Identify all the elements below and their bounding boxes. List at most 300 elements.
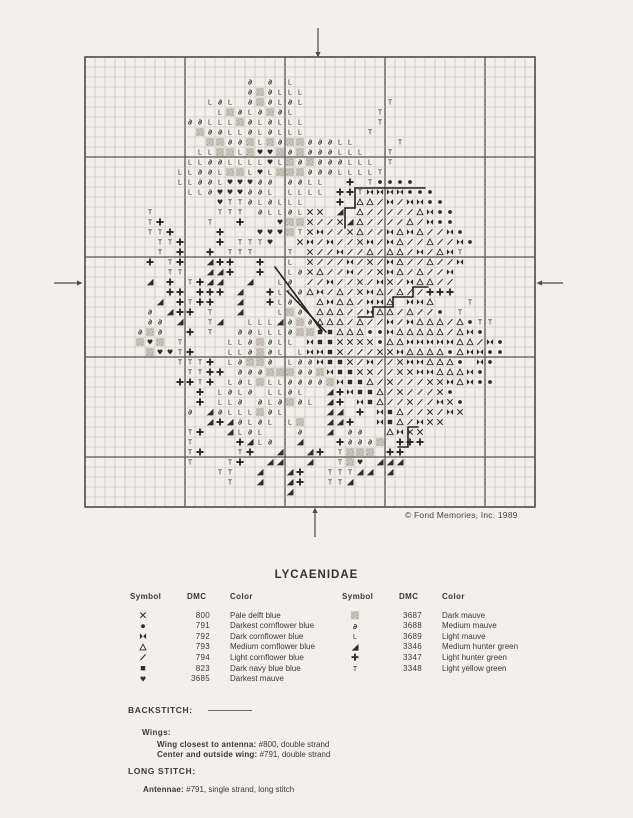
legend-dmc-number: 3685 bbox=[191, 674, 210, 684]
legend-color-name: Pale delft blue bbox=[230, 610, 281, 620]
legend-row bbox=[130, 610, 360, 621]
legend-row bbox=[342, 642, 572, 653]
legend-dmc-number: 791 bbox=[195, 621, 210, 631]
svg-text:∂: ∂ bbox=[267, 117, 273, 127]
svg-text:L: L bbox=[228, 119, 232, 127]
svg-text:L: L bbox=[278, 209, 282, 217]
svg-text:T: T bbox=[337, 479, 343, 487]
svg-text:T: T bbox=[457, 309, 463, 317]
legend-header-color: Color bbox=[442, 592, 465, 601]
legend-symbol-icon bbox=[346, 621, 364, 632]
stitch-symbols bbox=[136, 78, 502, 496]
svg-text:L: L bbox=[348, 169, 352, 177]
svg-text:∂: ∂ bbox=[197, 167, 203, 177]
svg-text:L: L bbox=[258, 439, 262, 447]
legend-dmc-number: 3688 bbox=[403, 621, 422, 631]
legend-header-symbol: Symbol bbox=[130, 592, 162, 601]
svg-text:L: L bbox=[218, 119, 222, 127]
svg-text:L: L bbox=[248, 409, 252, 417]
legend-symbol-icon bbox=[134, 621, 152, 632]
svg-text:T: T bbox=[352, 665, 358, 673]
svg-text:T: T bbox=[177, 359, 183, 367]
svg-text:∂: ∂ bbox=[277, 397, 283, 407]
legend-symbol-icon bbox=[134, 631, 152, 642]
svg-text:L: L bbox=[228, 409, 232, 417]
svg-text:L: L bbox=[258, 139, 262, 147]
legend-header-row bbox=[130, 592, 360, 602]
svg-text:L: L bbox=[188, 169, 192, 177]
svg-text:L: L bbox=[208, 119, 212, 127]
svg-text:L: L bbox=[228, 379, 232, 387]
svg-text:♥: ♥ bbox=[226, 188, 234, 197]
legend-row bbox=[130, 621, 360, 632]
svg-text:L: L bbox=[358, 149, 362, 157]
svg-text:L: L bbox=[248, 379, 252, 387]
svg-text:L: L bbox=[218, 179, 222, 187]
svg-text:∂: ∂ bbox=[297, 367, 303, 377]
svg-text:L: L bbox=[288, 109, 292, 117]
svg-text:∂: ∂ bbox=[307, 377, 313, 387]
svg-text:L: L bbox=[188, 189, 192, 197]
svg-text:∂: ∂ bbox=[267, 407, 273, 417]
svg-text:∂: ∂ bbox=[237, 107, 243, 117]
svg-text:T: T bbox=[227, 209, 233, 217]
svg-text:T: T bbox=[337, 449, 343, 457]
svg-text:♥: ♥ bbox=[216, 198, 224, 207]
svg-text:T: T bbox=[207, 329, 213, 337]
svg-text:L: L bbox=[288, 129, 292, 137]
svg-text:T: T bbox=[147, 229, 153, 237]
svg-text:∂: ∂ bbox=[237, 417, 243, 427]
svg-text:∂: ∂ bbox=[317, 147, 323, 157]
svg-text:T: T bbox=[187, 359, 193, 367]
svg-text:T: T bbox=[177, 339, 183, 347]
svg-text:∂: ∂ bbox=[287, 387, 293, 397]
svg-text:∂: ∂ bbox=[297, 177, 303, 187]
svg-text:L: L bbox=[278, 309, 282, 317]
svg-text:∂: ∂ bbox=[327, 157, 333, 167]
legend-symbol-icon bbox=[134, 674, 152, 685]
legend-color-name: Dark navy blue blue bbox=[230, 663, 301, 673]
svg-text:∂: ∂ bbox=[307, 357, 313, 367]
legend-dmc-number: 823 bbox=[195, 663, 210, 673]
svg-text:∂: ∂ bbox=[347, 437, 353, 447]
instruction-value: #791, double strand bbox=[257, 750, 331, 759]
legend-dmc-number: 3348 bbox=[403, 663, 422, 673]
svg-text:T: T bbox=[227, 479, 233, 487]
backstitch-instruction bbox=[157, 740, 329, 749]
legend-row bbox=[130, 663, 360, 674]
svg-text:L: L bbox=[238, 129, 242, 137]
svg-text:T: T bbox=[337, 459, 343, 467]
legend-dmc-number: 794 bbox=[195, 652, 210, 662]
svg-text:♥: ♥ bbox=[256, 168, 264, 177]
svg-text:T: T bbox=[377, 109, 383, 117]
svg-text:T: T bbox=[337, 469, 343, 477]
svg-text:L: L bbox=[278, 379, 282, 387]
svg-text:∂: ∂ bbox=[317, 157, 323, 167]
svg-text:L: L bbox=[268, 319, 272, 327]
svg-text:∂: ∂ bbox=[247, 367, 253, 377]
legend-header-dmc: DMC bbox=[399, 592, 419, 601]
svg-text:∂: ∂ bbox=[247, 197, 253, 207]
svg-text:∂: ∂ bbox=[287, 317, 293, 327]
svg-text:T: T bbox=[167, 239, 173, 247]
svg-text:∂: ∂ bbox=[277, 137, 283, 147]
svg-text:L: L bbox=[278, 389, 282, 397]
svg-text:∂: ∂ bbox=[297, 287, 303, 297]
svg-text:♥: ♥ bbox=[266, 148, 274, 157]
svg-text:T: T bbox=[227, 249, 233, 257]
svg-text:L: L bbox=[278, 99, 282, 107]
svg-text:♥: ♥ bbox=[276, 218, 284, 227]
svg-text:L: L bbox=[188, 179, 192, 187]
svg-text:∂: ∂ bbox=[317, 167, 323, 177]
svg-text:∂: ∂ bbox=[257, 177, 263, 187]
svg-text:∂: ∂ bbox=[257, 207, 263, 217]
svg-text:∂: ∂ bbox=[297, 307, 303, 317]
svg-text:∂: ∂ bbox=[287, 327, 293, 337]
legend-row bbox=[342, 631, 572, 642]
legend-symbol-icon bbox=[346, 610, 364, 621]
svg-text:∂: ∂ bbox=[267, 127, 273, 137]
svg-text:∂: ∂ bbox=[217, 157, 223, 167]
svg-text:∂: ∂ bbox=[337, 157, 343, 167]
svg-text:T: T bbox=[167, 269, 173, 277]
svg-text:T: T bbox=[157, 229, 163, 237]
svg-text:∂: ∂ bbox=[297, 157, 303, 167]
svg-text:L: L bbox=[288, 89, 292, 97]
svg-text:T: T bbox=[237, 239, 243, 247]
instruction-label: Antennae: bbox=[143, 785, 184, 794]
pattern-title: LYCAENIDAE bbox=[274, 569, 359, 581]
svg-text:L: L bbox=[228, 349, 232, 357]
svg-text:T: T bbox=[187, 299, 193, 307]
svg-text:∂: ∂ bbox=[157, 327, 163, 337]
legend-row bbox=[342, 663, 572, 674]
svg-text:L: L bbox=[238, 349, 242, 357]
svg-text:T: T bbox=[397, 139, 403, 147]
svg-text:∂: ∂ bbox=[237, 377, 243, 387]
legend-row bbox=[342, 621, 572, 632]
svg-text:∂: ∂ bbox=[267, 97, 273, 107]
center-arrow-bottom bbox=[312, 508, 317, 538]
svg-text:∂: ∂ bbox=[307, 167, 313, 177]
svg-text:L: L bbox=[268, 379, 272, 387]
svg-text:T: T bbox=[177, 349, 183, 357]
backstitch-instruction bbox=[157, 750, 330, 759]
center-marker-arrows bbox=[54, 28, 563, 537]
wings-label: Wings: bbox=[142, 728, 171, 737]
legend-color-name: Light cornflower blue bbox=[230, 652, 304, 662]
svg-text:∂: ∂ bbox=[297, 357, 303, 367]
legend-symbol-icon bbox=[134, 610, 152, 621]
copyright-text: © Fond Memories, Inc. 1989 bbox=[405, 510, 518, 520]
svg-text:L: L bbox=[268, 329, 272, 337]
svg-text:♥: ♥ bbox=[236, 188, 244, 197]
svg-text:L: L bbox=[258, 119, 262, 127]
svg-text:T: T bbox=[247, 239, 253, 247]
svg-text:L: L bbox=[368, 169, 372, 177]
svg-text:L: L bbox=[298, 209, 302, 217]
legend-header-color: Color bbox=[230, 592, 253, 601]
svg-text:L: L bbox=[268, 169, 272, 177]
svg-text:T: T bbox=[387, 149, 393, 157]
svg-text:∂: ∂ bbox=[267, 87, 273, 97]
svg-text:∂: ∂ bbox=[307, 137, 313, 147]
legend-color-name: Darkest cornflower blue bbox=[230, 621, 315, 631]
legend-color-name: Medium mauve bbox=[442, 621, 497, 631]
instruction-value: #800, double strand bbox=[256, 740, 330, 749]
svg-text:T: T bbox=[287, 249, 293, 257]
svg-text:L: L bbox=[228, 359, 232, 367]
svg-text:∂: ∂ bbox=[257, 107, 263, 117]
legend-dmc-number: 3689 bbox=[403, 631, 422, 641]
svg-text:∂: ∂ bbox=[247, 127, 253, 137]
backstitch-heading bbox=[128, 705, 252, 715]
svg-text:∂: ∂ bbox=[207, 127, 213, 137]
svg-text:L: L bbox=[278, 279, 282, 287]
svg-text:∂: ∂ bbox=[317, 377, 323, 387]
svg-text:L: L bbox=[268, 209, 272, 217]
svg-text:L: L bbox=[248, 159, 252, 167]
svg-text:T: T bbox=[207, 309, 213, 317]
long-stitch-instruction bbox=[143, 785, 294, 794]
svg-text:T: T bbox=[187, 369, 193, 377]
svg-text:L: L bbox=[278, 349, 282, 357]
svg-text:∂: ∂ bbox=[257, 367, 263, 377]
svg-text:L: L bbox=[178, 169, 182, 177]
svg-text:T: T bbox=[477, 319, 483, 327]
center-arrow-right bbox=[537, 280, 564, 285]
svg-text:∂: ∂ bbox=[247, 187, 253, 197]
svg-text:L: L bbox=[288, 189, 292, 197]
svg-text:∂: ∂ bbox=[247, 387, 253, 397]
svg-text:L: L bbox=[298, 99, 302, 107]
svg-text:T: T bbox=[177, 269, 183, 277]
svg-text:L: L bbox=[288, 259, 292, 267]
svg-text:L: L bbox=[298, 89, 302, 97]
svg-text:♥: ♥ bbox=[146, 338, 154, 347]
legend-dmc-number: 800 bbox=[195, 610, 210, 620]
legend-row bbox=[342, 652, 572, 663]
svg-text:L: L bbox=[228, 399, 232, 407]
legend-color-name: Medium hunter green bbox=[442, 642, 519, 652]
svg-text:∂: ∂ bbox=[217, 97, 223, 107]
svg-text:L: L bbox=[298, 189, 302, 197]
svg-text:L: L bbox=[238, 429, 242, 437]
svg-text:∂: ∂ bbox=[237, 137, 243, 147]
svg-text:∂: ∂ bbox=[237, 367, 243, 377]
svg-text:♥: ♥ bbox=[256, 148, 264, 157]
svg-text:T: T bbox=[197, 359, 203, 367]
svg-text:♥: ♥ bbox=[236, 178, 244, 187]
svg-text:L: L bbox=[288, 119, 292, 127]
svg-text:L: L bbox=[288, 359, 292, 367]
svg-text:L: L bbox=[358, 159, 362, 167]
svg-text:∂: ∂ bbox=[227, 387, 233, 397]
svg-text:∂: ∂ bbox=[197, 177, 203, 187]
svg-text:L: L bbox=[278, 329, 282, 337]
svg-text:∂: ∂ bbox=[297, 427, 303, 437]
svg-text:L: L bbox=[198, 159, 202, 167]
svg-text:∂: ∂ bbox=[257, 187, 263, 197]
svg-text:∂: ∂ bbox=[207, 167, 213, 177]
svg-text:♥: ♥ bbox=[266, 228, 274, 237]
svg-text:T: T bbox=[377, 119, 383, 127]
svg-text:∂: ∂ bbox=[147, 317, 153, 327]
legend-symbol-icon bbox=[346, 631, 364, 642]
svg-text:∂: ∂ bbox=[267, 347, 273, 357]
svg-text:∂: ∂ bbox=[307, 367, 313, 377]
svg-text:L: L bbox=[228, 159, 232, 167]
svg-text:L: L bbox=[228, 339, 232, 347]
svg-text:T: T bbox=[237, 449, 243, 457]
color-key-left-column bbox=[130, 592, 360, 692]
legend-row bbox=[130, 652, 360, 663]
svg-text:T: T bbox=[217, 209, 223, 217]
svg-text:T: T bbox=[467, 299, 473, 307]
legend-row bbox=[130, 631, 360, 642]
legend-color-name: Darkest mauve bbox=[230, 674, 284, 684]
svg-text:∂: ∂ bbox=[307, 317, 313, 327]
svg-text:L: L bbox=[218, 389, 222, 397]
svg-text:L: L bbox=[218, 109, 222, 117]
legend-dmc-number: 792 bbox=[195, 631, 210, 641]
svg-text:L: L bbox=[208, 149, 212, 157]
svg-text:∂: ∂ bbox=[237, 327, 243, 337]
svg-text:T: T bbox=[227, 469, 233, 477]
svg-text:∂: ∂ bbox=[267, 437, 273, 447]
svg-text:♥: ♥ bbox=[266, 158, 274, 167]
svg-text:L: L bbox=[308, 179, 312, 187]
color-key-right-column bbox=[342, 592, 572, 692]
svg-text:L: L bbox=[278, 89, 282, 97]
svg-text:L: L bbox=[298, 299, 302, 307]
svg-text:L: L bbox=[348, 159, 352, 167]
legend-dmc-number: 3346 bbox=[403, 642, 422, 652]
svg-text:T: T bbox=[297, 229, 303, 237]
svg-text:∂: ∂ bbox=[287, 147, 293, 157]
svg-text:♥: ♥ bbox=[166, 348, 174, 357]
svg-text:∂: ∂ bbox=[257, 417, 263, 427]
svg-text:♥: ♥ bbox=[356, 458, 364, 467]
center-arrow-top bbox=[315, 28, 320, 58]
legend-row bbox=[342, 610, 572, 621]
svg-text:∂: ∂ bbox=[267, 357, 273, 367]
svg-text:L: L bbox=[198, 189, 202, 197]
svg-text:T: T bbox=[247, 249, 253, 257]
long-stitch-heading: LONG STITCH: bbox=[128, 766, 196, 776]
svg-text:L: L bbox=[218, 399, 222, 407]
svg-text:L: L bbox=[238, 339, 242, 347]
svg-text:T: T bbox=[187, 459, 193, 467]
svg-text:∂: ∂ bbox=[287, 377, 293, 387]
svg-text:L: L bbox=[268, 399, 272, 407]
legend-header-symbol: Symbol bbox=[342, 592, 374, 601]
svg-text:L: L bbox=[338, 169, 342, 177]
svg-text:∂: ∂ bbox=[247, 427, 253, 437]
svg-text:L: L bbox=[278, 129, 282, 137]
svg-text:L: L bbox=[278, 199, 282, 207]
svg-text:L: L bbox=[298, 199, 302, 207]
svg-text:∂: ∂ bbox=[137, 327, 143, 337]
svg-text:∂: ∂ bbox=[327, 167, 333, 177]
svg-text:T: T bbox=[197, 369, 203, 377]
svg-text:T: T bbox=[227, 459, 233, 467]
svg-text:∂: ∂ bbox=[287, 177, 293, 187]
svg-text:∂: ∂ bbox=[237, 357, 243, 367]
legend-color-name: Medium cornflower blue bbox=[230, 642, 315, 652]
svg-text:L: L bbox=[178, 179, 182, 187]
svg-text:L: L bbox=[258, 199, 262, 207]
svg-text:L: L bbox=[358, 169, 362, 177]
svg-text:T: T bbox=[207, 319, 213, 327]
svg-text:L: L bbox=[288, 289, 292, 297]
svg-text:T: T bbox=[187, 449, 193, 457]
svg-text:T: T bbox=[147, 209, 153, 217]
legend-symbol-icon bbox=[134, 652, 152, 663]
svg-text:T: T bbox=[157, 239, 163, 247]
svg-text:T: T bbox=[357, 189, 363, 197]
legend-dmc-number: 3347 bbox=[403, 652, 422, 662]
svg-text:L: L bbox=[318, 179, 322, 187]
svg-text:T: T bbox=[207, 219, 213, 227]
svg-text:L: L bbox=[258, 429, 262, 437]
svg-text:∂: ∂ bbox=[247, 337, 253, 347]
svg-text:∂: ∂ bbox=[247, 117, 253, 127]
svg-text:L: L bbox=[288, 199, 292, 207]
svg-text:♥: ♥ bbox=[256, 228, 264, 237]
svg-text:L: L bbox=[248, 169, 252, 177]
svg-text:L: L bbox=[298, 349, 302, 357]
legend-color-name: Dark cornflower blue bbox=[230, 631, 304, 641]
svg-text:L: L bbox=[278, 289, 282, 297]
instruction-value: #791, single strand, long stitch bbox=[183, 785, 295, 794]
svg-text:L: L bbox=[238, 159, 242, 167]
legend-dmc-number: 793 bbox=[195, 642, 210, 652]
legend-color-name: Light mauve bbox=[442, 631, 486, 641]
svg-text:∂: ∂ bbox=[207, 177, 213, 187]
svg-text:T: T bbox=[217, 469, 223, 477]
svg-text:L: L bbox=[348, 139, 352, 147]
svg-text:T: T bbox=[227, 199, 233, 207]
svg-text:∂: ∂ bbox=[267, 197, 273, 207]
svg-text:∂: ∂ bbox=[247, 327, 253, 337]
svg-text:L: L bbox=[258, 129, 262, 137]
svg-text:♥: ♥ bbox=[216, 188, 224, 197]
svg-text:∂: ∂ bbox=[297, 397, 303, 407]
svg-text:L: L bbox=[258, 329, 262, 337]
svg-text:T: T bbox=[237, 199, 243, 207]
svg-text:∂: ∂ bbox=[187, 407, 193, 417]
svg-text:∂: ∂ bbox=[257, 397, 263, 407]
svg-text:L: L bbox=[278, 299, 282, 307]
svg-text:T: T bbox=[157, 249, 163, 257]
svg-text:T: T bbox=[257, 239, 263, 247]
svg-text:L: L bbox=[348, 149, 352, 157]
center-arrow-left bbox=[54, 280, 83, 285]
svg-text:T: T bbox=[387, 159, 393, 167]
svg-text:L: L bbox=[258, 159, 262, 167]
svg-text:∂: ∂ bbox=[287, 277, 293, 287]
svg-text:T: T bbox=[167, 259, 173, 267]
instruction-label: Center and outside wing: bbox=[157, 750, 258, 759]
svg-text:♥: ♥ bbox=[156, 348, 164, 357]
svg-text:∂: ∂ bbox=[357, 427, 363, 437]
svg-text:T: T bbox=[237, 209, 243, 217]
svg-text:L: L bbox=[338, 149, 342, 157]
